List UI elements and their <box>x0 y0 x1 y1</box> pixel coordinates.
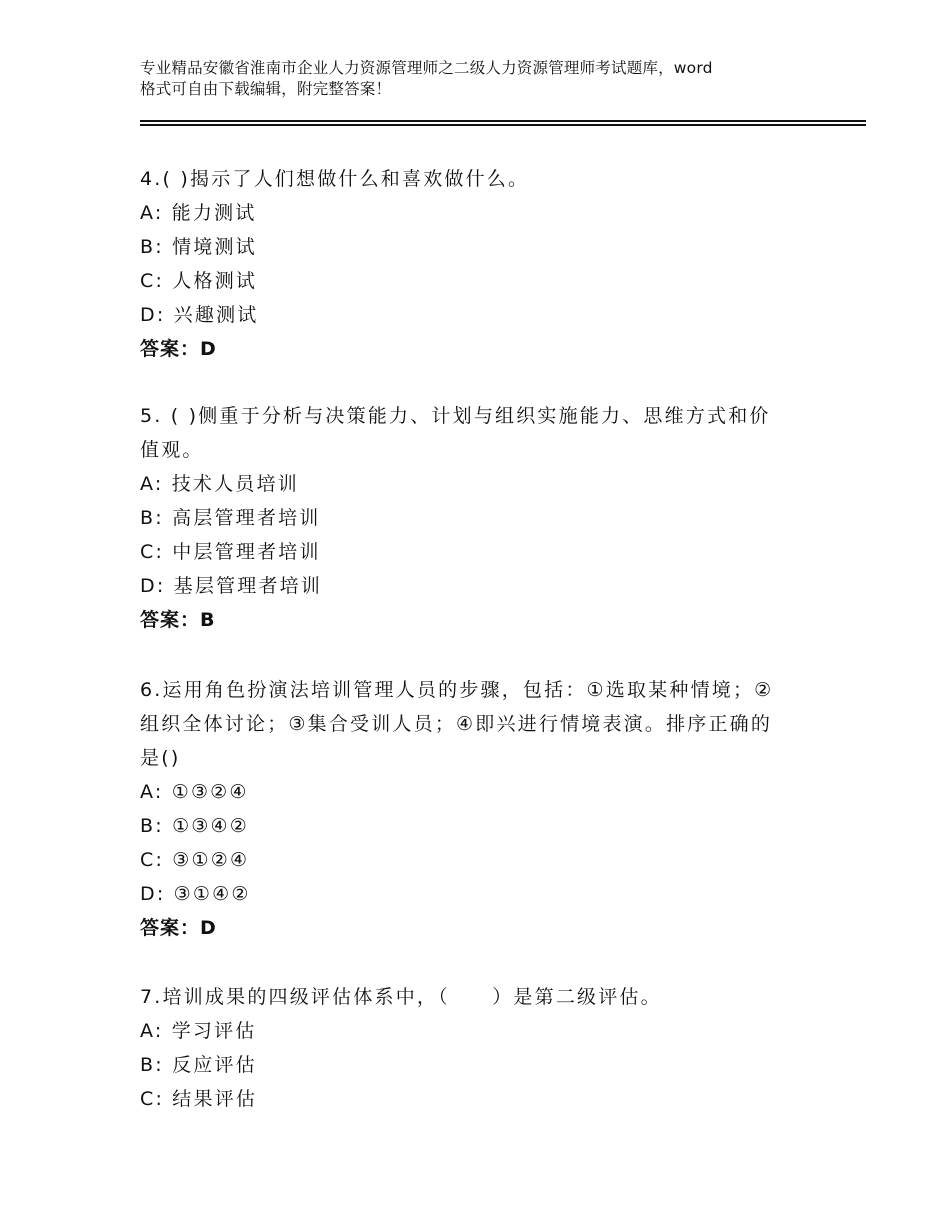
header-line-1: 专业精品安徽省淮南市企业人力资源管理师之二级人力资源管理师考试题库，word <box>140 59 713 77</box>
question-6 <box>140 673 810 945</box>
header-line-2: 格式可自由下载编辑，附完整答案！ <box>140 80 392 98</box>
option-b: B: 高层管理者培训 <box>140 507 321 529</box>
question-stem: 7.培训成果的四级评估体系中，（ ）是第二级评估。 <box>140 986 662 1008</box>
option-b: B: 反应评估 <box>140 1054 257 1076</box>
question-stem: 4.( )揭示了人们想做什么和喜欢做什么。 <box>140 168 530 190</box>
question-stem: 6.运用角色扮演法培训管理人员的步骤，包括：①选取某种情境；② <box>140 679 774 701</box>
answer-label: 答案：B <box>140 609 216 631</box>
question-stem: 值观。 <box>140 439 204 461</box>
option-c: C: ③①②④ <box>140 849 250 871</box>
question-7 <box>140 980 810 1116</box>
answer-label: 答案：D <box>140 917 217 939</box>
document-header <box>140 58 830 100</box>
option-a: A: 能力测试 <box>140 202 257 224</box>
option-a: A: ①③②④ <box>140 781 249 803</box>
question-stem: 是() <box>140 747 181 769</box>
header-rule-top <box>140 120 866 122</box>
option-a: A: 技术人员培训 <box>140 473 299 495</box>
option-c: C: 中层管理者培训 <box>140 541 321 563</box>
option-d: D: 基层管理者培训 <box>140 575 323 597</box>
option-b: B: 情境测试 <box>140 236 257 258</box>
question-stem: 5. ( )侧重于分析与决策能力、计划与组织实施能力、思维方式和价 <box>140 405 771 427</box>
question-stem: 组织全体讨论；③集合受训人员；④即兴进行情境表演。排序正确的 <box>140 713 773 735</box>
option-d: D: ③①④② <box>140 883 251 905</box>
option-a: A: 学习评估 <box>140 1020 257 1042</box>
option-d: D: 兴趣测试 <box>140 304 259 326</box>
answer-label: 答案：D <box>140 338 217 360</box>
question-5 <box>140 399 810 637</box>
option-c: C: 结果评估 <box>140 1088 258 1110</box>
question-4 <box>140 162 810 366</box>
option-b: B: ①③④② <box>140 815 250 837</box>
header-rule-bottom <box>140 124 866 126</box>
option-c: C: 人格测试 <box>140 270 258 292</box>
